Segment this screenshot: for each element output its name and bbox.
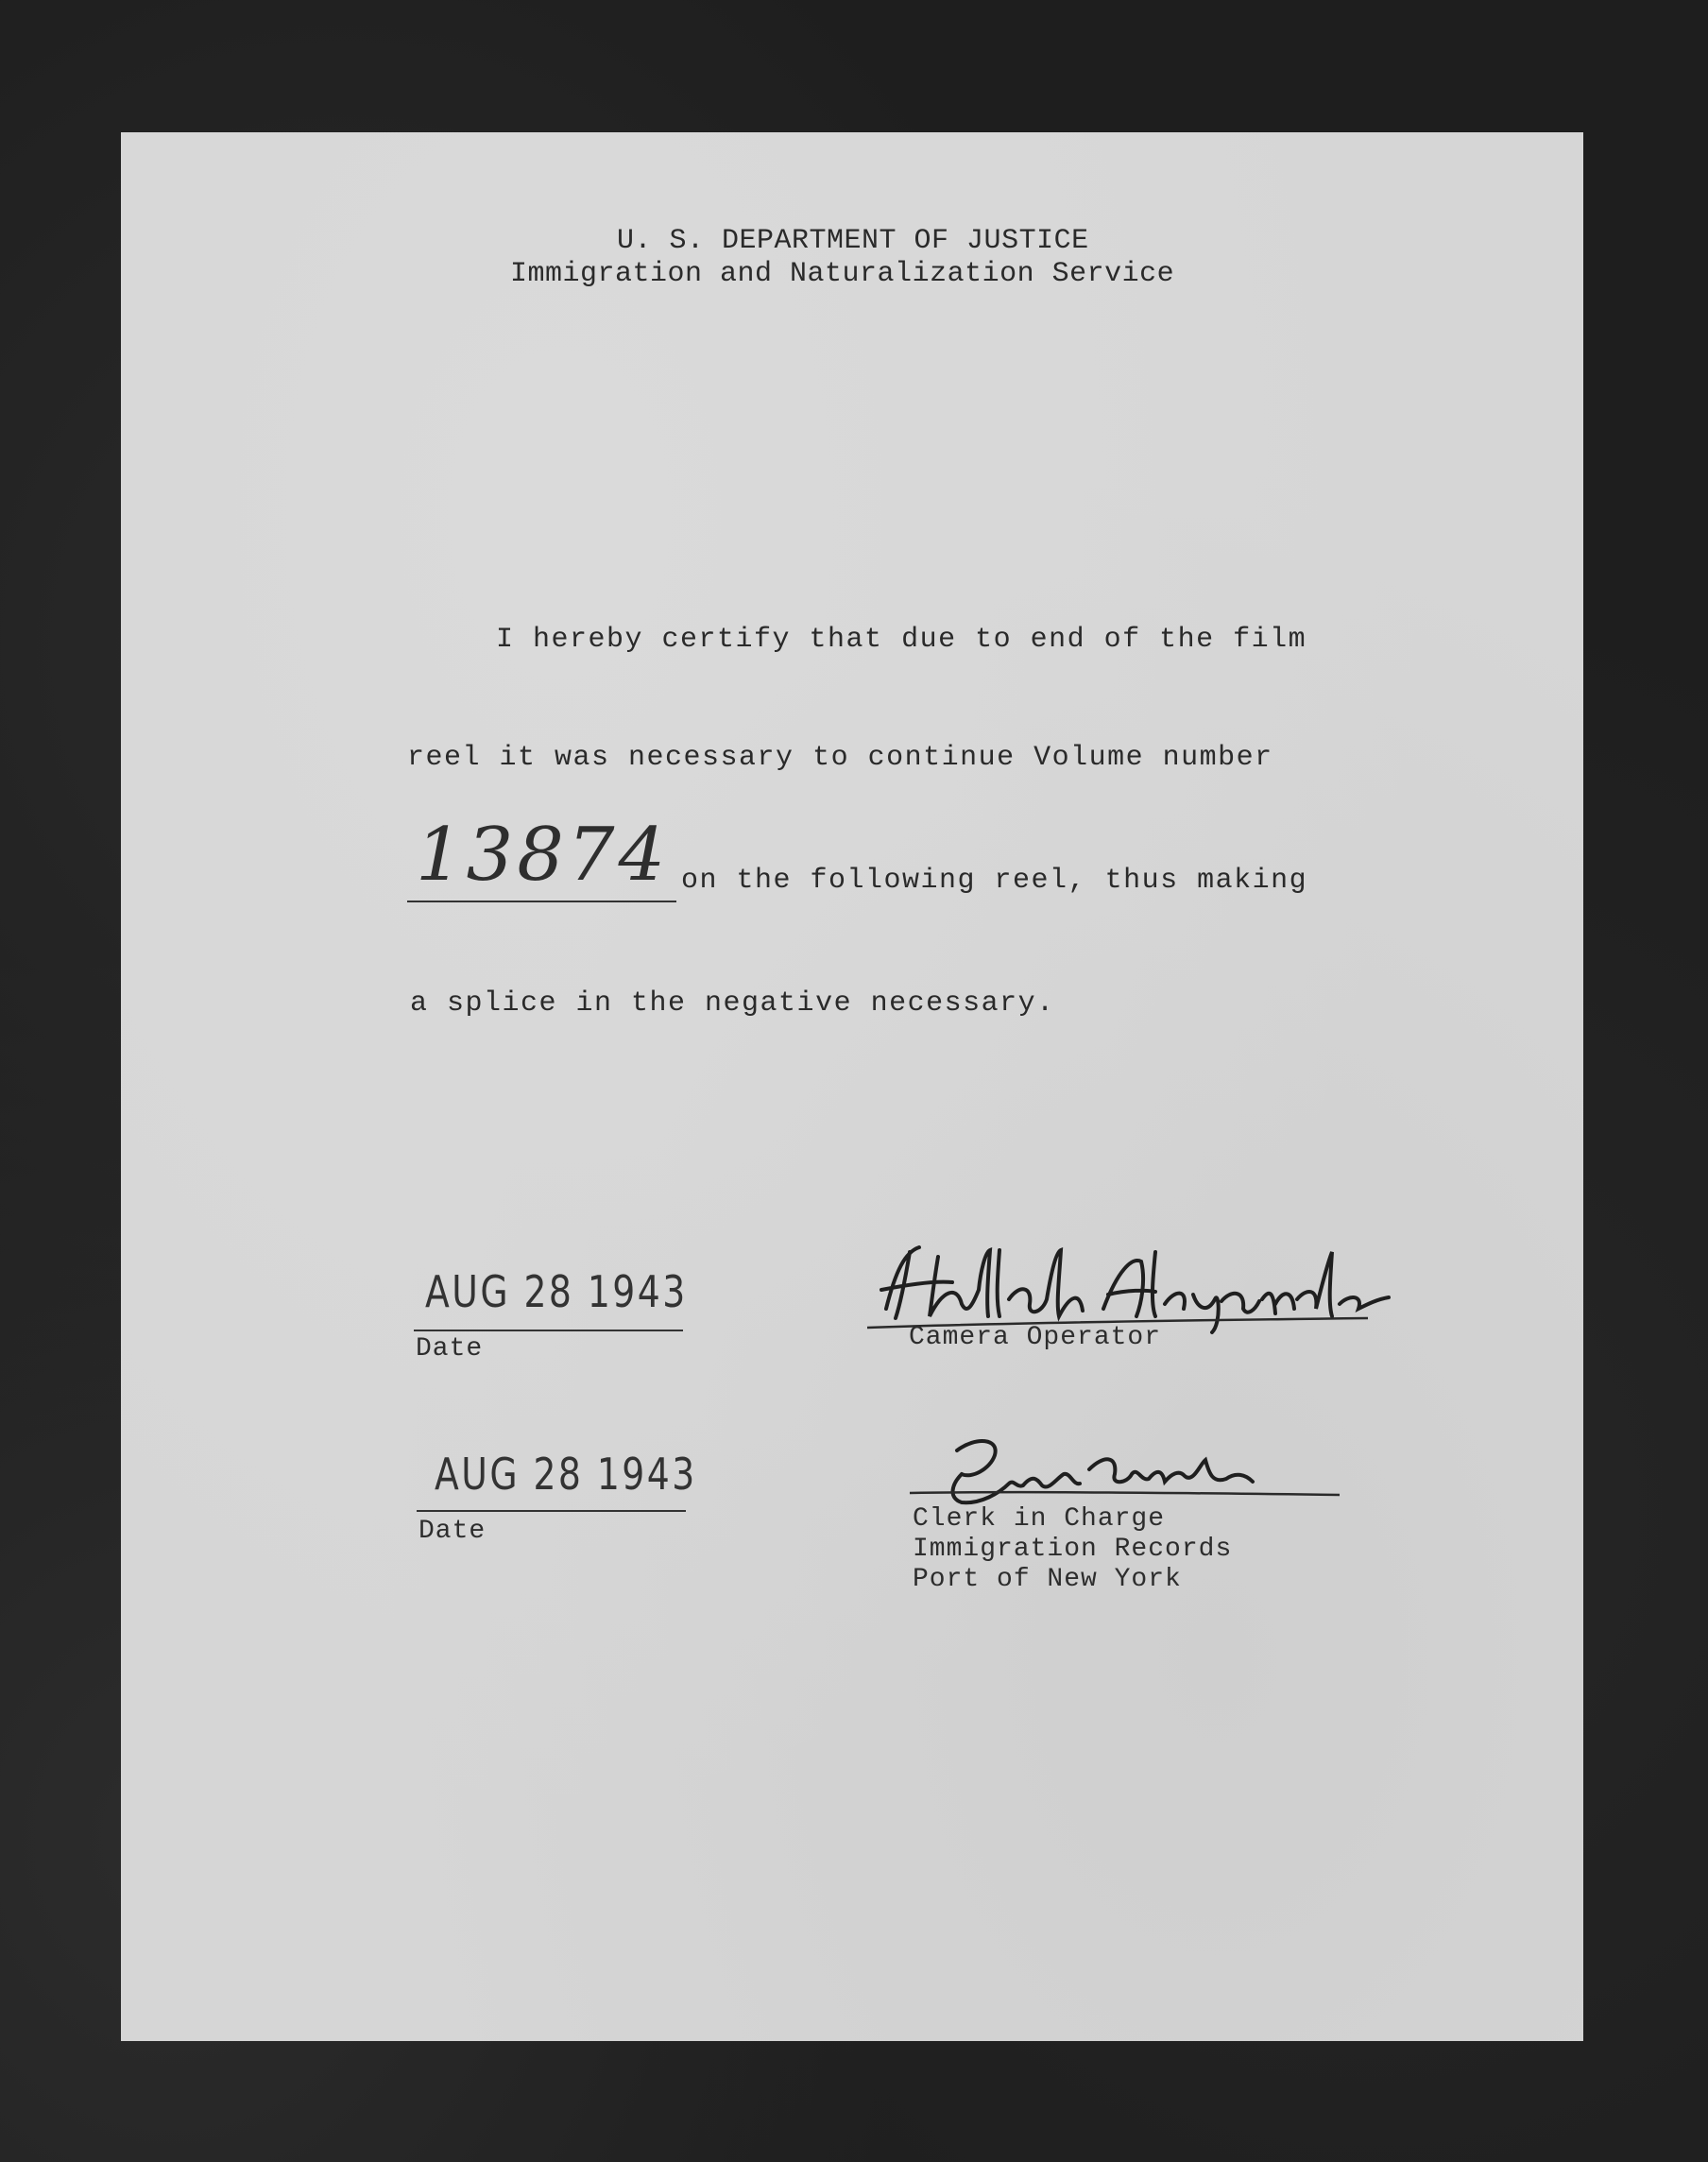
clerk-in-charge-signature (905, 1427, 1349, 1512)
camera-operator-label: Camera Operator (909, 1323, 1162, 1352)
camera-operator-signature (867, 1233, 1396, 1337)
certify-line-4: a splice in the negative necessary. (410, 987, 1055, 1020)
volume-number-handwritten: 13874 (416, 813, 670, 898)
clerk-title-line-3: Port of New York (913, 1565, 1182, 1594)
date-1-line (414, 1330, 683, 1331)
date-stamp-1: AUG 28 1943 (425, 1266, 688, 1317)
department-heading: U. S. DEPARTMENT OF JUSTICE (617, 225, 1089, 257)
date-2-line (417, 1510, 686, 1512)
date-stamp-2: AUG 28 1943 (435, 1449, 697, 1500)
date-1-label: Date (416, 1334, 484, 1364)
service-heading: Immigration and Naturalization Service (510, 258, 1175, 290)
date-2-label: Date (418, 1517, 487, 1546)
clerk-title-line-2: Immigration Records (913, 1535, 1233, 1564)
volume-number-underline (407, 901, 676, 902)
certify-line-2: reel it was necessary to continue Volume number (407, 742, 1273, 774)
certify-line-3: on the following reel, thus making (681, 865, 1308, 897)
certify-line-1: I hereby certify that due to end of the film (496, 624, 1307, 656)
document-page (121, 132, 1583, 2041)
clerk-title-line-1: Clerk in Charge (913, 1504, 1166, 1534)
